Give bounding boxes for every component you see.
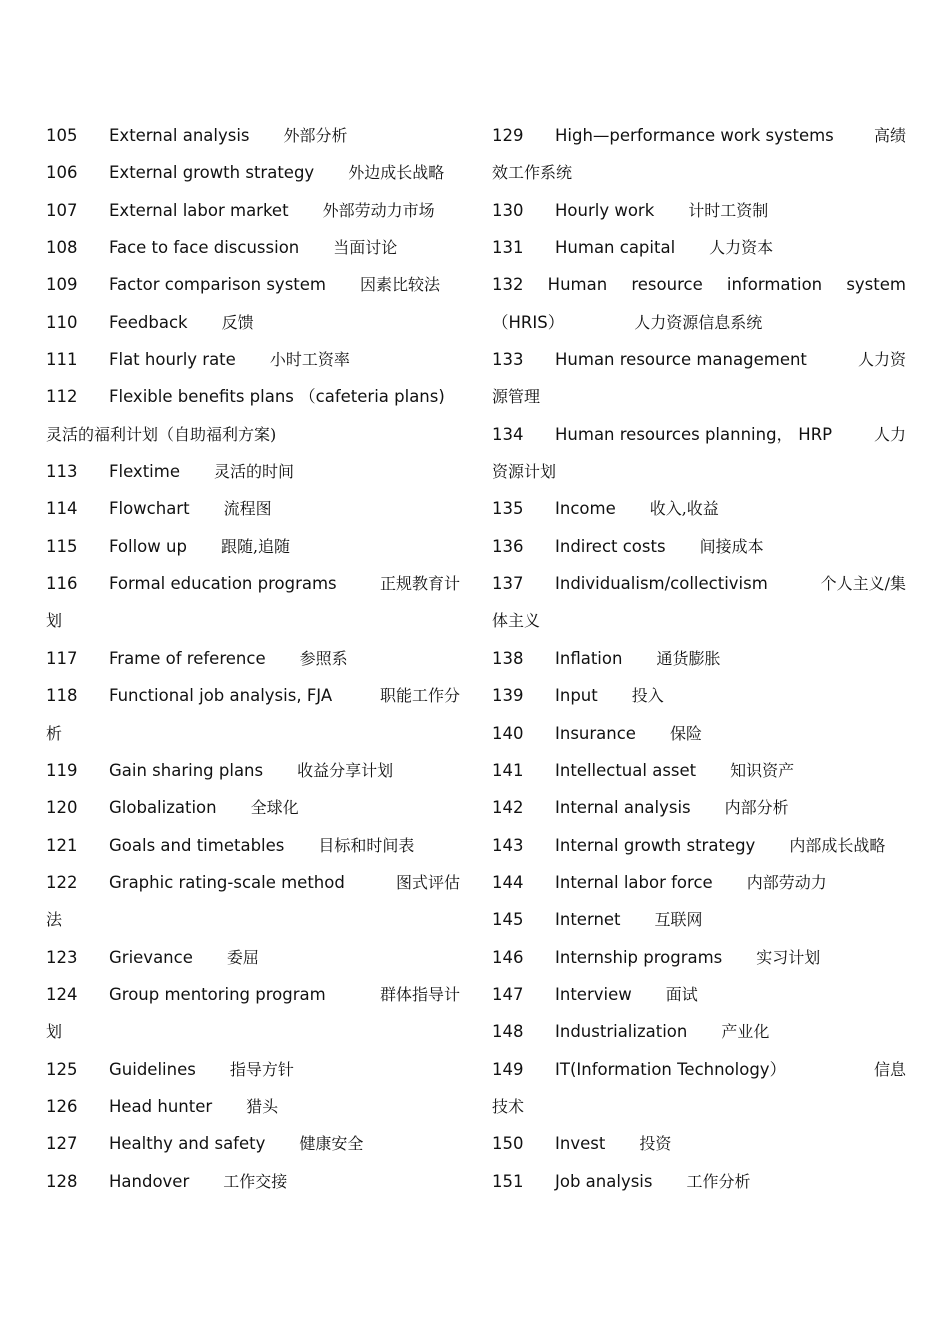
entry-translation: 内部劳动力 [746, 872, 827, 892]
entry-line [492, 640, 906, 677]
entry-number: 129 [492, 126, 524, 145]
entry-number: 142 [492, 798, 524, 818]
entry-number: 130 [492, 200, 524, 220]
entry-number: 107 [46, 200, 78, 220]
entry-term: Flowchart [109, 499, 190, 519]
entry-translation: 高绩 [873, 126, 906, 145]
entry-translation: 职能工作分 [379, 686, 460, 706]
entry-number: 119 [46, 760, 78, 780]
entry-line [46, 752, 460, 789]
entry-term: Insurance [555, 723, 636, 743]
entry-translation: 委屈 [226, 947, 259, 967]
entry-number: 116 [46, 574, 78, 594]
entry-number: 112 [46, 387, 78, 407]
entry-translation: 反馈 [221, 312, 254, 332]
entry-term-word: resource [631, 275, 703, 295]
entry-translation: 工作交接 [223, 1171, 288, 1191]
entry-term: Human resource management [555, 350, 807, 370]
entry-number: 110 [46, 312, 78, 332]
entry-translation: 目标和时间表 [318, 835, 415, 855]
entry-term: Human capital [555, 238, 676, 258]
entry-translation: 面试 [665, 984, 698, 1004]
entry-line [46, 939, 460, 976]
entry-line [492, 490, 906, 527]
entry-translation: 信息 [873, 1059, 906, 1079]
entry-term: Factor comparison system [109, 275, 326, 295]
entry-term: Formal education programs [109, 574, 337, 594]
entry-number: 114 [46, 499, 78, 519]
entry-number: 125 [46, 1059, 78, 1079]
entry-number: 141 [492, 760, 524, 780]
entry-continuation: 法 [46, 910, 63, 930]
entry-line [46, 154, 460, 191]
entry-term: Input [555, 686, 598, 706]
entry-translation: 外边成长战略 [348, 163, 445, 183]
entry-translation: 猎头 [246, 1096, 279, 1116]
entry-term: Inflation [555, 648, 623, 668]
entry-term: Feedback [109, 312, 188, 332]
entry-translation: 计时工资制 [688, 200, 769, 220]
entry-number: 109 [46, 275, 78, 295]
entry-line [492, 1013, 906, 1050]
entry-number: 135 [492, 499, 524, 519]
entry-translation: 保险 [669, 723, 702, 743]
entry-term: Graphic rating-scale method [109, 872, 345, 892]
entry-translation: 当面讨论 [333, 238, 398, 258]
entry-line [492, 789, 906, 826]
right-column [492, 117, 906, 1200]
entry-translation: 图式评估 [395, 872, 460, 892]
entry-number: 108 [46, 238, 78, 258]
entry-line [492, 229, 906, 266]
entry-translation: 收益分享计划 [297, 760, 394, 780]
entry-line [492, 827, 906, 864]
entry-line [492, 677, 906, 714]
entry-translation: 群体指导计 [379, 984, 460, 1004]
entry-line [46, 640, 460, 677]
entry-number: 127 [46, 1134, 78, 1154]
entry-term: Face to face discussion [109, 238, 300, 258]
entry-term: Job analysis [555, 1171, 653, 1191]
entry-line [492, 864, 906, 901]
entry-translation: 通货膨胀 [656, 648, 721, 668]
entry-term: Flextime [109, 462, 180, 482]
entry-translation: 工作分析 [686, 1171, 751, 1191]
entry-translation: 内部分析 [724, 798, 789, 818]
entry-line [46, 192, 460, 229]
entry-line [46, 117, 460, 154]
entry-line [492, 752, 906, 789]
entry-translation: 灵活的时间 [213, 462, 294, 482]
entry-translation: 参照系 [299, 648, 348, 668]
entry-term: Flexible benefits plans （cafeteria plans) [109, 387, 445, 407]
entry-number: 146 [492, 947, 524, 967]
entry-line [492, 1125, 906, 1162]
entry-term: Interview [555, 984, 632, 1004]
entry-translation: 流程图 [223, 499, 272, 519]
entry-term-word: information [726, 275, 823, 295]
entry-number: 123 [46, 947, 78, 967]
entry-translation: 人力资本 [709, 238, 774, 258]
entry-number: 124 [46, 984, 78, 1004]
entry-translation: 产业化 [721, 1022, 770, 1042]
entry-term: High—performance work systems [555, 126, 834, 145]
entry-translation: 外部分析 [283, 126, 348, 145]
entry-term: Invest [555, 1134, 606, 1154]
entry-translation: 互联网 [654, 910, 703, 930]
entry-term: Gain sharing plans [109, 760, 264, 780]
entry-term: Flat hourly rate [109, 350, 236, 370]
entry-number: 117 [46, 648, 78, 668]
entry-continuation: 划 [46, 1022, 63, 1042]
entry-term: Internal analysis [555, 798, 691, 818]
entry-term: Group mentoring program [109, 984, 326, 1004]
entry-number: 111 [46, 350, 78, 370]
entry-continuation: 效工作系统 [492, 163, 573, 183]
entry-line [46, 827, 460, 864]
entry-number: 150 [492, 1134, 524, 1154]
entry-number: 106 [46, 163, 78, 183]
entry-number: 122 [46, 872, 78, 892]
entry-number: 143 [492, 835, 524, 855]
entry-term: Grievance [109, 947, 193, 967]
entry-term-continuation: （HRIS） [492, 312, 565, 332]
entry-line [492, 192, 906, 229]
entry-term: External growth strategy [109, 163, 315, 183]
entry-translation: 知识资产 [730, 760, 795, 780]
entry-term: IT(Information Technology） [555, 1059, 787, 1079]
entry-term: Income [555, 499, 616, 519]
entry-line [46, 976, 460, 1013]
entry-number: 133 [492, 350, 524, 370]
entry-translation: 实习计划 [756, 947, 821, 967]
entry-line [492, 939, 906, 976]
entry-number: 137 [492, 574, 524, 594]
entry-number: 145 [492, 910, 524, 930]
entry-line [46, 565, 460, 602]
entry-line [492, 565, 906, 602]
entry-continuation: 划 [46, 611, 63, 631]
entry-translation: 人力资 [857, 350, 906, 370]
entry-line [492, 341, 906, 378]
entry-term: External labor market [109, 200, 289, 220]
entry-continuation: 灵活的福利计划（自助福利方案) [46, 424, 277, 444]
entry-line [46, 789, 460, 826]
entry-translation: 间接成本 [699, 536, 764, 556]
entry-line [46, 1125, 460, 1162]
entry-continuation: 技术 [492, 1096, 525, 1116]
entry-number: 121 [46, 835, 78, 855]
entry-line [492, 976, 906, 1013]
entry-number: 149 [492, 1059, 524, 1079]
entry-term: Human resources planning， HRP [555, 424, 833, 444]
left-column [46, 117, 460, 1200]
entry-number: 115 [46, 536, 78, 556]
entry-term: Internet [555, 910, 621, 930]
entry-number: 132 [492, 275, 524, 295]
entry-translation: 因素比较法 [360, 275, 441, 295]
entry-term: Healthy and safety [109, 1134, 266, 1154]
entry-number: 151 [492, 1171, 524, 1191]
entry-term: Functional job analysis, FJA [109, 686, 333, 706]
entry-translation: 人力 [873, 424, 906, 444]
entry-line [46, 304, 460, 341]
entry-line [492, 901, 906, 938]
entry-term: Internal labor force [555, 872, 713, 892]
entry-continuation [492, 304, 906, 341]
entry-term: Internship programs [555, 947, 723, 967]
entry-number: 131 [492, 238, 524, 258]
entry-line [492, 117, 906, 154]
entry-number: 144 [492, 872, 524, 892]
entry-translation: 跟随,追随 [220, 536, 291, 556]
entry-line [492, 528, 906, 565]
entry-continuation: 析 [46, 723, 63, 743]
entry-line [492, 266, 906, 303]
entry-continuation: 资源计划 [492, 462, 557, 482]
entry-translation: 个人主义/集 [820, 574, 906, 594]
entry-number: 139 [492, 686, 524, 706]
entry-number: 126 [46, 1096, 78, 1116]
entry-term: Frame of reference [109, 648, 266, 668]
entry-continuation: 体主义 [492, 611, 541, 631]
entry-translation: 小时工资率 [269, 350, 350, 370]
entry-number: 136 [492, 536, 524, 556]
entry-line [492, 715, 906, 752]
entry-line [46, 266, 460, 303]
entry-number: 118 [46, 686, 78, 706]
entry-line [46, 1163, 460, 1200]
entry-term: Intellectual asset [555, 760, 697, 780]
entry-term: External analysis [109, 126, 250, 145]
entry-line [46, 864, 460, 901]
entry-number: 134 [492, 424, 524, 444]
entry-line [492, 416, 906, 453]
entry-continuation: 源管理 [492, 387, 541, 407]
entry-term: Handover [109, 1171, 190, 1191]
entry-number: 128 [46, 1171, 78, 1191]
entry-term: Hourly work [555, 200, 655, 220]
entry-term: Individualism/collectivism [555, 574, 768, 594]
entry-line [46, 378, 460, 415]
entry-line [46, 341, 460, 378]
entry-line [46, 677, 460, 714]
entry-translation: 人力资源信息系统 [634, 312, 763, 332]
entry-line [492, 1163, 906, 1200]
entry-line [46, 528, 460, 565]
entry-translation: 外部劳动力市场 [322, 200, 435, 220]
entry-translation: 指导方针 [229, 1059, 294, 1079]
entry-number: 105 [46, 126, 78, 145]
entry-translation: 内部成长战略 [789, 835, 886, 855]
entry-line [46, 1088, 460, 1125]
entry-translation: 投入 [631, 686, 664, 706]
entry-term-word: system [846, 275, 906, 295]
entry-line [492, 1051, 906, 1088]
entry-line [46, 1051, 460, 1088]
entry-number: 120 [46, 798, 78, 818]
entry-translation: 正规教育计 [379, 574, 460, 594]
entry-line [46, 490, 460, 527]
entry-line [46, 229, 460, 266]
entry-term: Guidelines [109, 1059, 196, 1079]
entry-number: 140 [492, 723, 524, 743]
entry-term: Goals and timetables [109, 835, 285, 855]
entry-term: Follow up [109, 536, 187, 556]
entry-number: 113 [46, 462, 78, 482]
entry-line [46, 453, 460, 490]
entry-number: 138 [492, 648, 524, 668]
entry-number: 147 [492, 984, 524, 1004]
entry-term: Indirect costs [555, 536, 666, 556]
entry-term-word: Human [547, 275, 608, 295]
entry-translation: 全球化 [250, 798, 299, 818]
entry-number: 148 [492, 1022, 524, 1042]
entry-translation: 收入,收益 [649, 499, 719, 519]
entry-term: Industrialization [555, 1022, 688, 1042]
entry-term: Head hunter [109, 1096, 213, 1116]
entry-translation: 健康安全 [299, 1134, 364, 1154]
entry-term: Globalization [109, 798, 217, 818]
entry-term: Internal growth strategy [555, 835, 756, 855]
entry-translation: 投资 [639, 1134, 672, 1154]
